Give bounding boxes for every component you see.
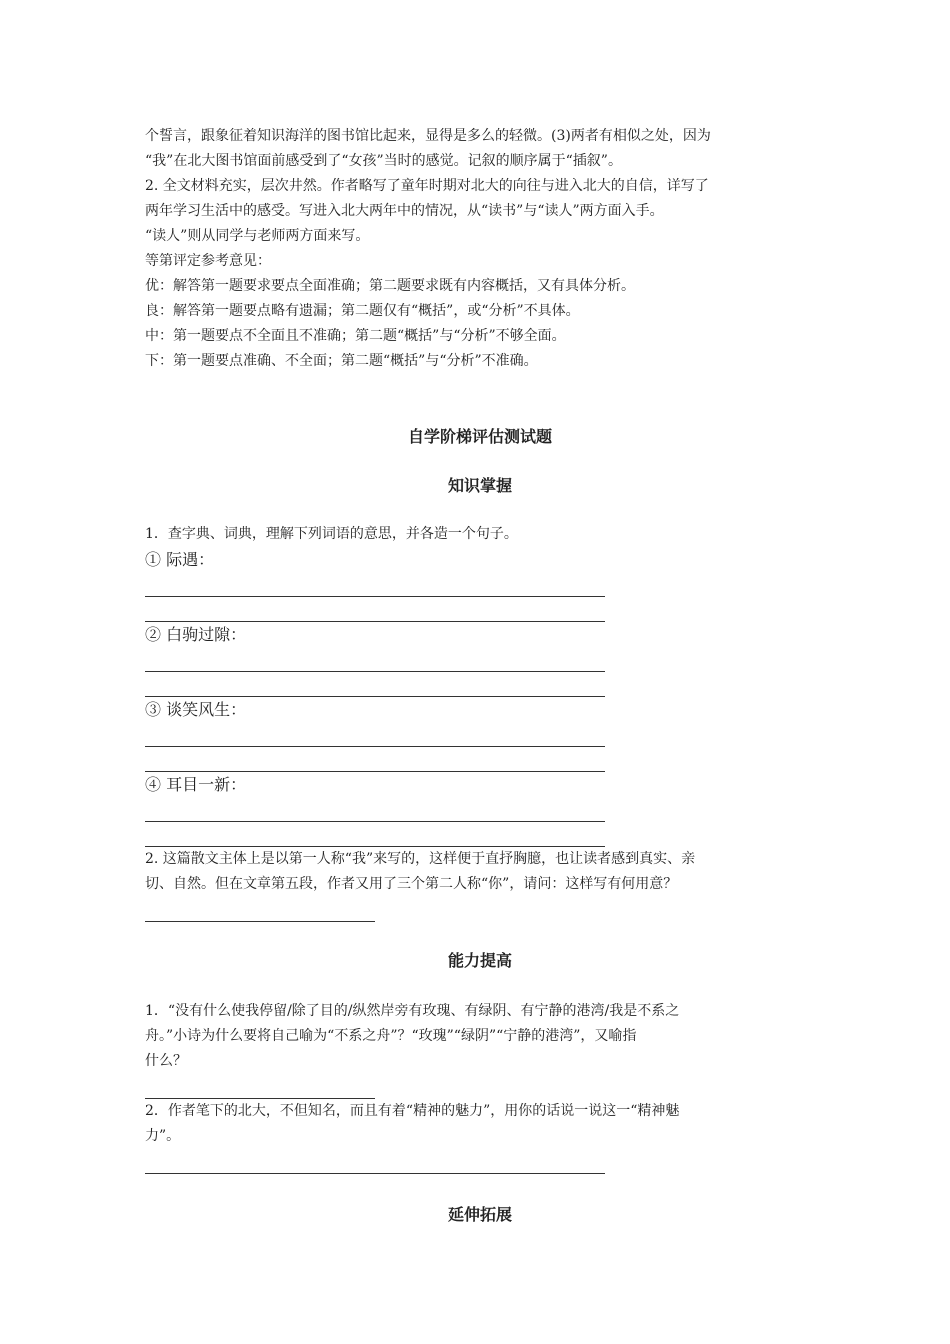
answer-line[interactable] bbox=[145, 572, 605, 597]
answer-line[interactable] bbox=[145, 722, 605, 747]
vocab-item-1: ① 际遇： bbox=[145, 550, 215, 569]
question-1: 1．查字典、词典，理解下列词语的意思，并各造一个句子。 bbox=[145, 526, 518, 542]
grading-low: 下：第一题要点准确、不全面；第二题“概括”与“分析”不准确。 bbox=[145, 353, 538, 369]
answer-line[interactable] bbox=[145, 597, 605, 622]
question-2: 2. 这篇散文主体上是以第一人称“我”来写的，这样便于直抒胸臆，也让读者感到真实、亲 bbox=[145, 851, 696, 867]
section-heading-knowledge: 知识掌握 bbox=[447, 476, 512, 495]
answer-text: 2. 全文材料充实，层次井然。作者略写了童年时期对北大的向往与进入北大的自信，详写了 bbox=[145, 178, 709, 194]
grading-title: 等第评定参考意见： bbox=[145, 253, 271, 269]
question-2: 2．作者笔下的北大，不但知名，而且有着“精神的魅力”，用你的话说一说这一“精神魅 bbox=[145, 1103, 680, 1119]
answer-line[interactable] bbox=[145, 747, 605, 772]
document-content bbox=[145, 124, 815, 1227]
section-heading-extension: 延伸拓展 bbox=[447, 1205, 512, 1224]
answer-line[interactable] bbox=[145, 1074, 375, 1099]
section-heading-ability: 能力提高 bbox=[447, 951, 512, 970]
vocab-item-2: ② 白驹过隙： bbox=[145, 625, 247, 644]
answer-line[interactable] bbox=[145, 822, 605, 847]
answer-line[interactable] bbox=[145, 647, 605, 672]
answer-text: “读人”则从同学与老师两方面来写。 bbox=[145, 228, 370, 244]
question-2: 切、自然。但在文章第五段，作者又用了三个第二人称“你”，请问：这样写有何用意？ bbox=[145, 876, 678, 892]
grading-medium: 中：第一题要点不全面且不准确；第二题“概括”与“分析”不够全面。 bbox=[145, 328, 566, 344]
answer-line[interactable] bbox=[145, 797, 605, 822]
vocab-item-3: ③ 谈笑风生： bbox=[145, 700, 247, 719]
grading-excellent: 优：解答第一题要求要点全面准确；第二题要求既有内容概括，又有具体分析。 bbox=[145, 278, 635, 294]
question-2: 力”。 bbox=[145, 1128, 181, 1144]
question-1: 1．“没有什么使我停留/除了目的/纵然岸旁有玫瑰、有绿阴、有宁静的港湾/我是不系之 bbox=[145, 1003, 680, 1019]
answer-line[interactable] bbox=[145, 672, 605, 697]
grading-good: 良：解答第一题要点略有遗漏；第二题仅有“概括”，或“分析”不具体。 bbox=[145, 303, 580, 319]
answer-text: 两年学习生活中的感受。写进入北大两年中的情况，从“读书”与“读人”两方面入手。 bbox=[145, 203, 664, 219]
answer-line[interactable] bbox=[145, 1149, 605, 1174]
vocab-item-4: ④ 耳目一新： bbox=[145, 775, 247, 794]
question-1: 舟。”小诗为什么要将自己喻为“不系之舟”？“玫瑰”“绿阴”“宁静的港湾”，又喻指 bbox=[145, 1028, 637, 1044]
question-1: 什么？ bbox=[145, 1053, 187, 1069]
test-title: 自学阶梯评估测试题 bbox=[407, 427, 552, 446]
answer-line[interactable] bbox=[145, 897, 375, 922]
answer-text: 个誓言，跟象征着知识海洋的图书馆比起来，显得是多么的轻微。(3)两者有相似之处，因为 bbox=[145, 128, 711, 144]
answer-text: “我”在北大图书馆面前感受到了“女孩”当时的感觉。记叙的顺序属于“插叙”。 bbox=[145, 153, 622, 169]
